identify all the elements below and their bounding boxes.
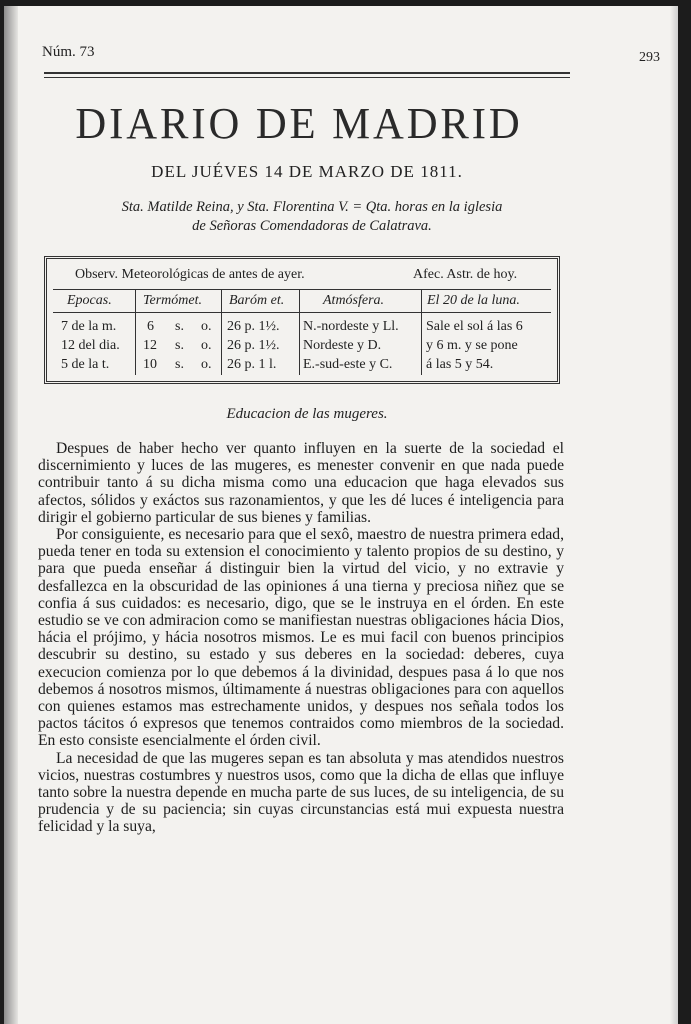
article-body xyxy=(38,440,564,836)
meteorology-title: Observ. Meteorológicas de antes de ayer. xyxy=(75,267,305,282)
cell-atmosfera: E.-sud-este y C. xyxy=(303,357,393,372)
saints-line-2: de Señoras Comendadoras de Calatrava. xyxy=(192,218,432,234)
cell-atmosfera: N.-nordeste y Ll. xyxy=(303,319,399,334)
cell-o: o. xyxy=(201,338,212,353)
cell-temp: 6 xyxy=(147,319,154,334)
cell-s: s. xyxy=(175,338,184,353)
cell-temp: 10 xyxy=(143,357,157,372)
saints-of-day xyxy=(62,198,562,236)
table-row xyxy=(47,357,557,376)
paragraph: Despues de haber hecho ver quanto influyen en la suerte de la sociedad el discernimiento y luces de las mugeres, es menester convenir en que nada puede contribuir tanto á su dicha misma como una educacion que haga elevados sus afectos, sólidos y exáctos sus razonamientos, y que les dé luces é inteligencia para dirigir el gobierno particular de sus bienes y familias. xyxy=(38,440,564,526)
cell-atmosfera: Nordeste y D. xyxy=(303,338,382,353)
cell-epoca: 12 del dia. xyxy=(61,338,120,353)
table-row xyxy=(47,338,557,357)
col-luna: El 20 de la luna. xyxy=(427,293,520,308)
cell-luna: á las 5 y 54. xyxy=(426,357,494,372)
issue-number: Núm. 73 xyxy=(42,44,95,60)
page-number: 293 xyxy=(639,50,660,65)
paragraph: Por consiguiente, es necesario para que el sexô, maestro de nuestra primera edad, pueda tener en toda su extension el conocimiento y talento propios de su destino, y para que pueda enseñar á distinguir bien la virtud del vicio, y no extravie y desfallezca en la obscuridad de las opiniones á una tierna y preciosa niñez que se confia á sus cuidados: es necesario, digo, que se le instruya en el órden. En este estudio se ve con admiracion como se manifiestan nuestras obligaciones hácia Dios, hácia el prójimo, y hácia nosotros mismos. Le es mui facil con buenos principios descubrir su destino, su estado y sus deberes en la sociedad: deberes, cuya execucion comienza por lo que debemos á la divinidad, despues pasa á lo que nos debemos á nosotros mismos, últimamente á nuestras obligaciones para con aquellos con quienes estamos mas estrechamente unidos, y despues nos señala todos los pactos tácitos ó expresos que tenemos contraidos como miembros de la sociedad. En esto consiste esencialmente el órden civil. xyxy=(38,526,564,750)
paragraph: La necesidad de que las mugeres sepan es tan absoluta y mas atendidos nuestros vicios, nuestras costumbres y nuestros usos, como que la dicha de ellas que influye tanto sobre la nuestra depende en mucha parte de sus luces, de su inteligencia, de su prudencia y de su paciencia; sin cuyas circunstancias está mui expuesta nuestra felicidad y la suya, xyxy=(38,749,564,836)
cell-barometro: 26 p. 1½. xyxy=(227,319,280,334)
header-rule xyxy=(44,72,570,78)
cell-o: o. xyxy=(201,319,212,334)
cell-barometro: 26 p. 1½. xyxy=(227,338,280,353)
col-barometro: Baróm et. xyxy=(229,293,285,308)
cell-barometro: 26 p. 1 l. xyxy=(227,357,277,372)
page-edge-shadow xyxy=(670,6,678,1024)
col-atmosfera: Atmósfera. xyxy=(323,293,385,308)
dateline: DEL JUÉVES 14 DE MARZO DE 1811. xyxy=(151,162,463,181)
table-row xyxy=(47,319,557,338)
page-spine-shadow xyxy=(4,6,18,1024)
cell-epoca: 7 de la m. xyxy=(61,319,117,334)
cell-luna: y 6 m. y se pone xyxy=(426,338,518,353)
table-rule xyxy=(53,289,551,290)
saints-line-1: Sta. Matilde Reina, y Sta. Florentina V. = Qta. horas en la iglesia xyxy=(121,199,503,215)
meteorology-header xyxy=(47,267,557,287)
cell-s: s. xyxy=(175,357,184,372)
table-rule-2 xyxy=(53,312,551,313)
cell-o: o. xyxy=(201,357,212,372)
cell-epoca: 5 de la t. xyxy=(61,357,110,372)
cell-luna: Sale el sol á las 6 xyxy=(426,319,523,334)
cell-s: s. xyxy=(175,319,184,334)
col-termometro: Termómet. xyxy=(143,293,202,308)
astronomy-title: Afec. Astr. de hoy. xyxy=(413,267,518,282)
newspaper-page xyxy=(4,6,678,1024)
col-epocas: Epocas. xyxy=(67,293,112,308)
masthead-title: DIARIO DE MADRID xyxy=(75,99,523,148)
article-title: Educacion de las mugeres. xyxy=(226,406,388,422)
meteorology-table xyxy=(44,256,560,384)
cell-temp: 12 xyxy=(143,338,157,353)
